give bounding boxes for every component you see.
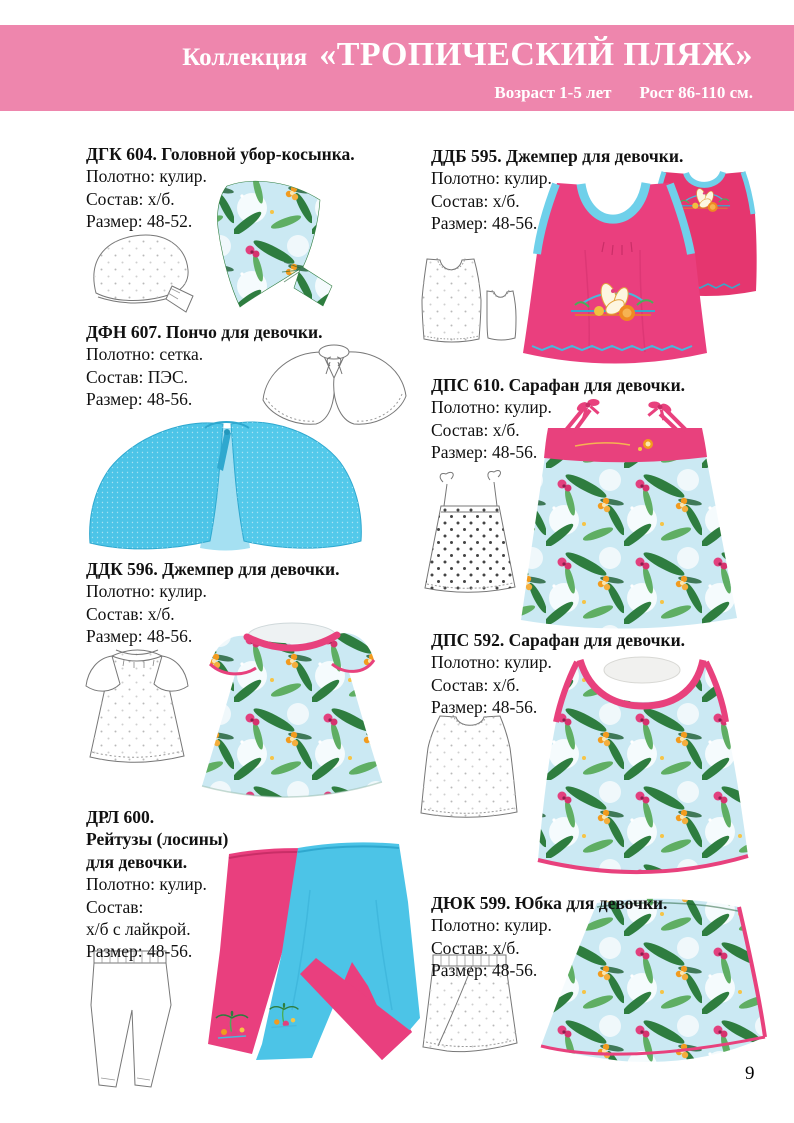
collection-title [182, 36, 753, 74]
product-ddb-595 [431, 145, 776, 235]
collection-title-name: «ТРОПИЧЕСКИЙ ПЛЯЖ» [319, 36, 753, 73]
product-composition-label: Состав: [86, 896, 144, 917]
product-size: Размер: 48-56. [86, 389, 193, 410]
product-title-line2: Рейтузы (лосины) [86, 829, 229, 850]
product-drl-600 [86, 806, 231, 963]
top-sketch [86, 650, 188, 762]
product-size: Размер: 48-56. [431, 442, 538, 463]
page-number: 9 [745, 1063, 755, 1084]
product-fabric: Полотно: кулир. [431, 168, 552, 189]
product-fabric: Полотно: кулир. [431, 915, 552, 936]
top-photo [202, 623, 382, 797]
height-range-label: Рост 86-110 см. [639, 83, 753, 102]
product-fabric: Полотно: кулир. [86, 581, 207, 602]
product-size: Размер: 48-56. [431, 697, 538, 718]
product-dgk-604 [86, 143, 431, 233]
product-dps-610 [431, 374, 776, 464]
product-title: ДПС 610. Сарафан для девочки. [431, 375, 686, 395]
leggings-sketch [91, 951, 171, 1087]
product-size: Размер: 48-56. [431, 960, 538, 981]
product-title: ДЮК 599. Юбка для девочки. [431, 893, 668, 913]
product-composition: Состав: х/б. [431, 937, 520, 958]
product-fabric: Полотно: сетка. [86, 344, 204, 365]
product-composition: Состав: х/б. [86, 603, 175, 624]
product-dps-592 [431, 629, 776, 719]
product-fabric: Полотно: кулир. [86, 874, 207, 895]
dress-sketch [421, 715, 517, 817]
tank-tops-sketch [422, 258, 516, 342]
product-title: ДГК 604. Головной убор-косынка. [86, 144, 355, 164]
product-title: ДРЛ 600. [86, 807, 155, 827]
product-size: Размер: 48-52. [86, 211, 193, 232]
product-composition-value: х/б с лайкрой. [86, 919, 191, 940]
product-fabric: Полотно: кулир. [431, 397, 552, 418]
product-title: ДФН 607. Пончо для девочки. [86, 322, 323, 342]
product-size: Размер: 48-56. [431, 213, 538, 234]
product-composition: Состав: х/б. [431, 674, 520, 695]
product-composition: Состав: х/б. [431, 190, 520, 211]
product-title: ДПС 592. Сарафан для девочки. [431, 630, 686, 650]
product-fabric: Полотно: кулир. [431, 652, 552, 673]
product-dyuk-599 [431, 892, 776, 982]
product-dfn-607 [86, 321, 431, 411]
product-size: Размер: 48-56. [86, 626, 193, 647]
product-composition: Состав: х/б. [431, 419, 520, 440]
sundress-sketch [425, 471, 515, 593]
product-size: Размер: 48-56. [86, 941, 193, 962]
header-band [0, 25, 794, 111]
poncho-photo [90, 422, 362, 551]
age-range-label: Возраст 1-5 лет [494, 83, 612, 102]
kerchief-sketch [94, 235, 193, 312]
collection-subtitle [494, 83, 753, 103]
product-fabric: Полотно: кулир. [86, 166, 207, 187]
product-composition: Состав: ПЭС. [86, 366, 188, 387]
product-title-line3: для девочки. [86, 851, 188, 872]
product-composition: Состав: х/б. [86, 188, 175, 209]
product-title: ДДБ 595. Джемпер для девочки. [431, 146, 684, 166]
product-title: ДДК 596. Джемпер для девочки. [86, 559, 340, 579]
leggings-photo [208, 842, 420, 1060]
collection-title-prefix: Коллекция [182, 44, 308, 71]
product-ddk-596 [86, 558, 431, 648]
